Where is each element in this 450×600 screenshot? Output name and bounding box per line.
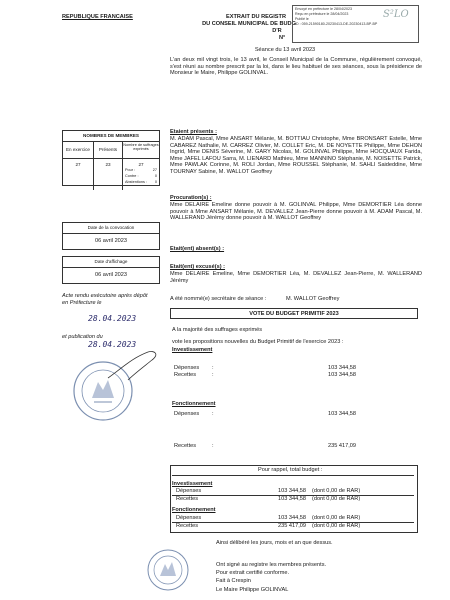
recap-invest-heading: Investissement (172, 481, 213, 487)
convocation-box (62, 222, 160, 250)
presents-heading: Etaient présents : (170, 129, 217, 135)
recap-fonct-rec-note: (dont 0,00 de RAR) (312, 523, 361, 529)
title-line-4: N° (279, 35, 286, 41)
absents-heading: Etait(ent) absent(s) : (170, 246, 225, 252)
closing-line-4: Fait à Crespin (216, 578, 251, 584)
recap-fonct-dep-label: Dépenses (176, 515, 202, 521)
invest-dep-value: 103 344,58 (328, 365, 356, 371)
vote-proposal: vote les propositions nouvelles du Budget Primitif de l'exercice 2023 : (172, 339, 344, 345)
recap-invest-rec-value: 103 344,58 (278, 496, 306, 502)
title-line-2: DU CONSEIL MUNICIPAL DE BUDG (202, 21, 296, 27)
recap-invest-rec-label: Recettes (176, 496, 199, 502)
abst-label: Abstentions : (125, 179, 147, 184)
members-col-presents: Présents (94, 142, 123, 158)
pub-line: et publication du (62, 334, 103, 340)
procurations-text: Mme DELAIRE Emeline donne pouvoir à M. GOLINVAL Philippe, Mme DEMORTIER Léa donne pouvoir à Mme ANSART Mélanie, M. DEVALLEZ Jean-Pierre donne pouvoir à M. ADAM Pascal, M. WALLERAND Jérémy donne pouvoir à M. WALLOT Geoffrey (170, 202, 422, 222)
exec-date-handwritten: 28.04.2023 (88, 314, 137, 323)
fonct-dep-value: 103 344,58 (328, 411, 356, 417)
fonct-heading: Fonctionnement (172, 401, 216, 407)
stamp-signature: S²LO (383, 9, 409, 20)
fonct-rec-label: Recettes (174, 443, 197, 449)
invest-dep-colon: : (212, 365, 214, 371)
town-seal-bottom-icon (146, 548, 190, 592)
presents-text: M. ADAM Pascal, Mme ANSART Mélanie, M. BOTTIAU Christophe, Mme BRONSART Estelle, Mme CABAREZ Nathalie, M. CARREZ Olivier, M. COLLET Eric, M. DE NOYETTE Philippe, Mme DEHON Ingrid, Mme DENIS Séverine, M. GARY Nicolas, M. GOLINVAL Philippe, Mme HOCQUAUX Farida, Mme JAFEL LAFOU Sarra, M. LIENARD Mathieu, Mme MANNINO Stéphanie, M. NOISETTE Patrick, Mme PAWLAK Corinne, M. ROLI Jordan, Mme ROUSSEL Stéphanie, M. SAHLI Saideddine, Mme TOURNAY Sabine, M. WALLOT Geoffrey (170, 136, 422, 175)
procurations-heading: Procuration(s) : (170, 195, 212, 201)
contre-value: 0 (154, 173, 157, 178)
convocation-date: 06 avril 2023 (94, 237, 128, 244)
pub-date-handwritten: 28.04.2023 (88, 340, 137, 349)
republic-heading: REPUBLIQUE FRANCAISE (62, 14, 133, 20)
seance-date: Séance du 13 avril 2023 (254, 47, 316, 53)
members-val-presents: 23 (94, 159, 123, 190)
contre-label: Contre : (125, 173, 139, 178)
closing-line-3: Pour extrait certifié conforme. (216, 570, 290, 576)
members-box (62, 130, 160, 186)
affichage-box (62, 256, 160, 284)
affichage-label: Date d'affichage (63, 257, 159, 268)
members-title: NOMBRES DE MEMBRES (63, 131, 159, 142)
pour-value: 27 (152, 167, 157, 172)
fonct-dep-colon: : (212, 411, 214, 417)
recap-invest-rec-note: (dont 0,00 de RAR) (312, 496, 361, 502)
members-val-suffrages: 27 (138, 161, 144, 167)
recap-fonct-dep-value: 103 344,58 (278, 515, 306, 521)
invest-heading: Investissement (172, 347, 213, 353)
fonct-rec-colon: : (212, 443, 214, 449)
fonct-rec-value: 235 417,09 (328, 443, 356, 449)
affichage-date: 06 avril 2023 (94, 271, 128, 278)
closing-line-2: Ont signé au registre les membres présents. (216, 562, 327, 568)
recap-fonct-dep-note: (dont 0,00 de RAR) (312, 515, 361, 521)
exec-line-1: Acte rendu exécutoire après dépôt (62, 293, 148, 299)
recap-fonct-rec-label: Recettes (176, 523, 199, 529)
abst-value: 0 (154, 179, 157, 184)
fonct-dep-label: Dépenses (174, 411, 200, 417)
exec-line-2: en Préfecture le (62, 300, 102, 306)
recap-fonct-rec-value: 235 417,09 (278, 523, 306, 529)
excuses-heading: Etait(ent) excusé(s) : (170, 264, 226, 270)
invest-rec-value: 103 344,58 (328, 372, 356, 378)
invest-rec-label: Recettes (174, 372, 197, 378)
pour-label: Pour : (125, 167, 136, 172)
seance-intro: L'an deux mil vingt trois, le 13 avril, le Conseil Municipal de la Commune, régulièrement convoqué, s'est réuni au nombre prescrit par la loi, dans le lieu habituel de ses séances, sous la présidence de Monsieur le Maire, Philippe GOLINVAL. (170, 57, 422, 77)
signature-scribble-icon (104, 338, 164, 398)
stamp-line-2: Reçu en préfecture le 28/04/2023 (295, 12, 349, 16)
excuses-text: Mme DELAIRE Emeline, Mme DEMORTIER Léa, M. DEVALLEZ Jean-Pierre, M. WALLERAND Jérémy (170, 271, 422, 284)
recap-invest-dep-value: 103 344,58 (278, 488, 306, 494)
closing-line-5: Le Maire Philippe GOLINVAL (216, 587, 289, 593)
title-line-1: EXTRAIT DU REGISTR (226, 14, 286, 20)
members-val-exercice: 27 (63, 159, 94, 190)
secretaire-name: M. WALLOT Geoffrey (286, 296, 340, 302)
stamp-line-4: ID : 059-21590180-20230413-DE-20230413-BP-BP (295, 22, 378, 26)
title-line-3: D'R (272, 28, 282, 34)
members-col-exercice: En exercice (63, 142, 94, 158)
closing-line-1: Ainsi délibéré les jours, mois et an que dessus. (216, 540, 333, 546)
members-col-suffrages: Nombre de suffrages exprimés (123, 142, 159, 151)
convocation-label: Date de la convocation (63, 223, 159, 234)
recap-invest-dep-note: (dont 0,00 de RAR) (312, 488, 361, 494)
stamp-line-1: Envoyé en préfecture le 28/04/2023 (295, 7, 352, 11)
vote-title: VOTE DU BUDGET PRIMITIF 2023 (170, 308, 418, 319)
invest-dep-label: Dépenses (174, 365, 200, 371)
stamp-line-3: Publié le (295, 17, 309, 21)
vote-majority: A la majorité des suffrages exprimés (172, 327, 263, 333)
recap-title: Pour rappel, total budget : (258, 467, 323, 473)
secretaire-label: A été nommé(e) secrétaire de séance : (170, 296, 267, 302)
invest-rec-colon: : (212, 372, 214, 378)
recap-invest-dep-label: Dépenses (176, 488, 202, 494)
recap-fonct-heading: Fonctionnement (172, 507, 216, 513)
